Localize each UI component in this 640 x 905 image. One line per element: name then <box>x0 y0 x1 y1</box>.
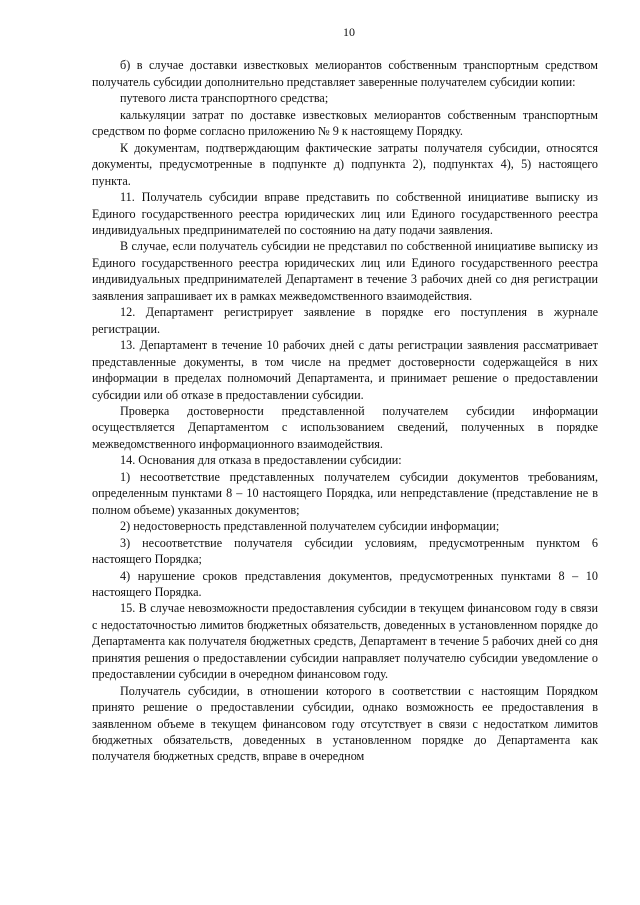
page-number: 10 <box>343 25 355 39</box>
paragraph-11-interagency-request: В случае, если получатель субсидии не представил по собственной инициативе выписку из Единого государственного реестра юридических лиц или Единого государственного реестра индивидуальных предпринимателей Департамент в течение 3 рабочих дней со дня регистрации заявления запрашивает их в рамках межведомственного взаимодействия. <box>92 239 598 303</box>
paragraph-13-review: 13. Департамент в течение 10 рабочих дней с даты регистрации заявления рассматривает представленные документы, в том числе на предмет достоверности содержащейся в них информации в пределах полномочий Департамента, и принимает решение о предоставлении субсидии или об отказе в предоставлении субсидии. <box>92 338 598 402</box>
paragraph-b-vehicle-delivery: б) в случае доставки известковых мелиорантов собственным транспортным средством получатель субсидии дополнительно представляет заверенные получателем субсидии копии: <box>92 58 598 89</box>
paragraph-15-insufficient-limits: 15. В случае невозможности предоставления субсидии в текущем финансовом году в связи с недостаточностью лимитов бюджетных обязательств, доведенных в установленном порядке до Департамента как получателя бюджетных средств, Департамент в течение 5 рабочих дней со дня принятия решения о предоставлении субсидии направляет получателю субсидии уведомление о предоставлении субсидии в очередном финансовом году. <box>92 601 598 682</box>
list-item-refusal-3: 3) несоответствие получателя субсидии условиям, предусмотренным пунктом 6 настоящего Порядка; <box>92 535 598 567</box>
paragraph-cost-calculation: калькуляции затрат по доставке известковых мелиорантов собственным транспортным средством по форме согласно приложению № 9 к настоящему Порядку. <box>92 107 598 139</box>
paragraph-waybill-copy: путевого листа транспортного средства; <box>120 91 329 106</box>
paragraph-13-verification: Проверка достоверности представленной получателем субсидии информации осуществляется Департаментом с использованием сведений, полученных в порядке межведомственного информационного взаимодействия. <box>92 403 598 451</box>
paragraph-14-refusal-grounds: 14. Основания для отказа в предоставлении субсидии: <box>120 453 402 468</box>
list-item-refusal-4: 4) нарушение сроков представления документов, предусмотренных пунктами 8 – 10 настоящего Порядка. <box>92 568 598 599</box>
paragraph-actual-costs-documents: К документам, подтверждающим фактические затраты получателя субсидии, относятся документы, предусмотренные в подпункте д) подпункта 2), подпунктах 4), 5) настоящего пункта. <box>92 140 598 188</box>
paragraph-11-registry-extract: 11. Получатель субсидии вправе представить по собственной инициативе выписку из Единого государственного реестра юридических лиц или Единого государственного реестра индивидуальных предпринимателей по состоянию на дату подачи заявления. <box>92 190 598 237</box>
paragraph-next-year-right: Получатель субсидии, в отношении которого в соответствии с настоящим Порядком принято решение о предоставлении субсидии, однако возможность ее предоставления в заявленном объеме в текущем финансовом году отсутствует в связи с недостатком лимитов бюджетных обязательств, доведенных в установленном порядке до Департамента как получателя бюджетных средств, вправе в очередном <box>92 683 598 764</box>
list-item-refusal-1: 1) несоответствие представленных получателем субсидии документов требованиям, определенным пунктами 8 – 10 настоящего Порядка, или непредставление (представление не в полном объеме) указанных документов; <box>92 469 598 517</box>
list-item-refusal-2: 2) недостоверность представленной получателем субсидии информации; <box>120 519 500 534</box>
paragraph-12-registration: 12. Департамент регистрирует заявление в порядке его поступления в журнале регистрации. <box>92 305 598 336</box>
